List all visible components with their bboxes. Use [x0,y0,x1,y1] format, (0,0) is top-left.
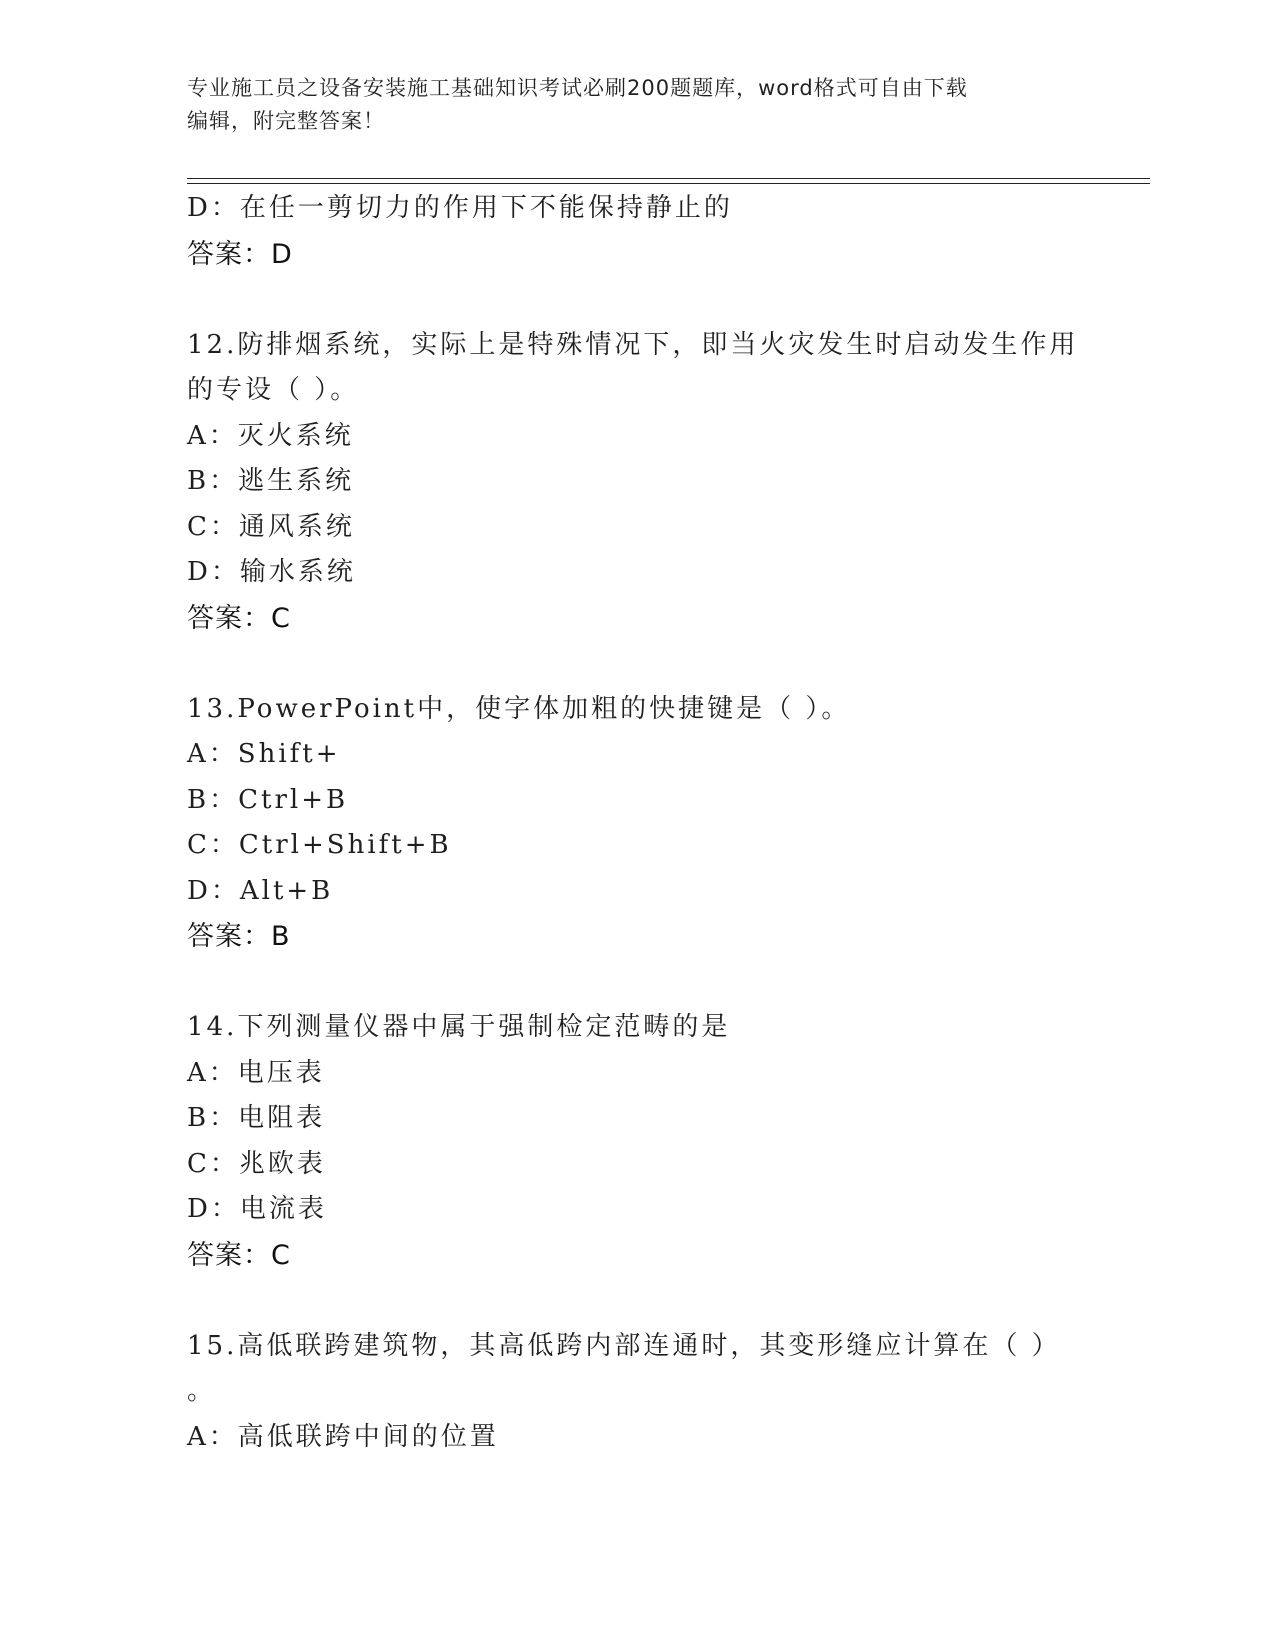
document-header [187,72,1087,138]
question-12 [187,323,1087,642]
answer: 答案：C [187,1239,291,1271]
spacer [187,641,1087,687]
option-d: D：在任一剪切力的作用下不能保持静止的 [187,193,733,223]
option-c: C：通风系统 [187,511,355,542]
question-stem: 的专设（ ）。 [187,375,360,405]
question-11-fragment [187,186,1087,277]
spacer [187,1278,1087,1324]
question-stem: 15.高低联跨建筑物，其高低跨内部连通时，其变形缝应计算在（ ） [187,1330,1061,1361]
question-15 [187,1324,1087,1461]
question-stem: 。 [187,1376,217,1406]
option-c: C：兆欧表 [187,1148,326,1179]
question-stem: 14.下列测量仪器中属于强制检定范畴的是 [187,1012,731,1042]
question-13 [187,687,1087,960]
option-a: A：Shift+ [187,739,341,769]
header-divider-bottom [187,183,1150,184]
question-stem: 12.防排烟系统，实际上是特殊情况下，即当火灾发生时启动发生作用 [187,329,1079,360]
option-d: D：电流表 [187,1194,327,1224]
spacer [187,960,1087,1006]
header-line-2: 编辑，附完整答案！ [187,109,385,133]
option-c: C：Ctrl+Shift+B [187,830,452,860]
answer: 答案：D [187,238,293,270]
spacer [187,277,1087,323]
option-b: B：逃生系统 [187,466,355,496]
answer: 答案：C [187,602,291,634]
header-divider-top [187,178,1150,179]
answer: 答案：B [187,921,291,952]
question-stem: 13.PowerPoint中，使字体加粗的快捷键是（ ）。 [187,693,851,724]
option-a: A：高低联跨中间的位置 [187,1421,499,1452]
option-d: D：Alt+B [187,875,334,906]
option-d: D：输水系统 [187,557,356,587]
option-a: A：灭火系统 [187,420,354,451]
header-line-1: 专业施工员之设备安装施工基础知识考试必刷200题题库，word格式可自由下载 [187,76,968,100]
option-b: B：Ctrl+B [187,784,349,815]
option-a: A：电压表 [187,1057,325,1088]
option-b: B：电阻表 [187,1103,326,1133]
question-14 [187,1005,1087,1278]
question-content [187,186,1087,1460]
